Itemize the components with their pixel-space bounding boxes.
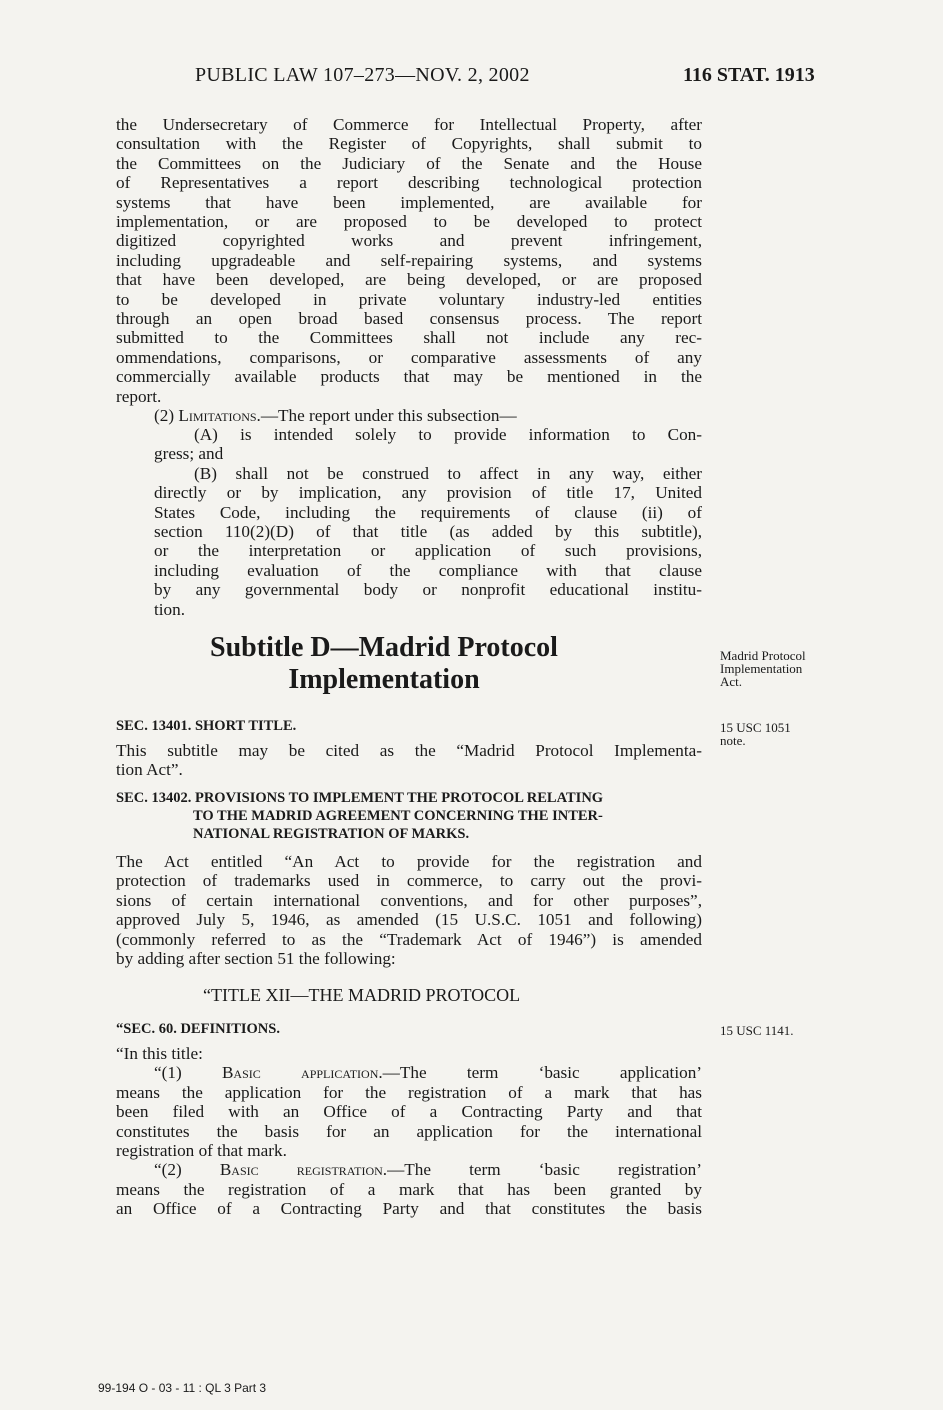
text-line: through an open broad based consensus process. The report (116, 309, 702, 329)
limitations-paragraph (116, 406, 702, 425)
clause-a-line: (A) is intended solely to provide information to Con- (194, 425, 702, 444)
margin-note-act-name (720, 649, 806, 688)
limitations-text: .—The report under this subsection— (256, 406, 517, 426)
clause-a-line: gress; and (154, 444, 224, 464)
section-13401-heading: SEC. 13401. SHORT TITLE. (116, 718, 297, 734)
clause-b-line: (B) shall not be construed to affect in any way, either (194, 463, 702, 483)
text-line: sions of certain international conventions, and for other purposes”, (116, 890, 702, 910)
text-line: implementation, or are proposed to be developed to protect (116, 212, 702, 232)
text-line: This subtitle may be cited as the “Madrid Protocol Implementa- (116, 741, 702, 760)
text-line: approved July 5, 1946, as amended (15 U.S.C. 1051 and following) (116, 910, 702, 930)
subtitle-line: Implementation (288, 664, 480, 695)
text-line: the Committees on the Judiciary of the Senate and the House (116, 153, 702, 173)
text-line: the Undersecretary of Commerce for Intellectual Property, after (116, 115, 702, 134)
section-60-text (116, 1044, 702, 1219)
report-paragraph (116, 115, 702, 426)
text-line: means the application for the registration of a mark that has (116, 1082, 702, 1102)
text-line: been filed with an Office of a Contracting Party and that (116, 1102, 702, 1122)
text-line: an Office of a Contracting Party and that constitutes the basis (116, 1199, 702, 1219)
text-line: The Act entitled “An Act to provide for the registration and (116, 852, 702, 871)
margin-note-usc-1141: 15 USC 1141. (720, 1023, 794, 1038)
definition-term: Basic registration (219, 1160, 383, 1180)
definition-number: “(1) (154, 1063, 222, 1083)
definition-term: Basic application (221, 1063, 379, 1083)
print-job-footer: 99-194 O - 03 - 11 : QL 3 Part 3 (98, 1381, 267, 1395)
limitations-heading: Limitations (178, 406, 257, 426)
title-xii-heading: “TITLE XII—THE MADRID PROTOCOL (203, 985, 521, 1005)
clause-b-line: States Code, including the requirements of clause (ii) of (154, 502, 702, 522)
text-line: ommendations, comparisons, or comparative assessments of any (116, 347, 702, 367)
heading-line: NATIONAL REGISTRATION OF MARKS. (193, 826, 470, 842)
text-line: of Representatives a report describing technological protection (116, 173, 702, 193)
definition-1-first-line (116, 1063, 702, 1082)
text-line: submitted to the Committees shall not include any rec- (116, 328, 702, 348)
margin-note-line: note. (720, 733, 746, 748)
section-13402-heading (116, 789, 603, 843)
clause-b-line: or the interpretation or application of such provisions, (154, 541, 702, 561)
text-line: (commonly referred to as the “Trademark Act of 1946”) is amended (116, 929, 702, 949)
definition-text: .—The term ‘basic application’ (378, 1063, 703, 1083)
clause-b-line: by any governmental body or nonprofit educational institu- (154, 580, 702, 600)
margin-note-line: 15 USC 1051 (720, 720, 791, 735)
text-line: report. (116, 386, 162, 406)
text-line: tion Act”. (116, 760, 183, 780)
text-line: systems that have been implemented, are available for (116, 192, 702, 212)
heading-line: TO THE MADRID AGREEMENT CONCERNING THE INTER- (193, 808, 603, 824)
running-head: PUBLIC LAW 107–273—NOV. 2, 2002 (195, 64, 530, 86)
subtitle-heading (176, 632, 592, 696)
text-line: digitized copyrighted works and prevent infringement, (116, 231, 702, 251)
text-line: including upgradeable and self-repairing systems, and systems (116, 250, 702, 270)
clause-b-line: tion. (154, 599, 186, 619)
statute-page-reference: 116 STAT. 1913 (683, 64, 815, 86)
margin-note-line: Implementation (720, 661, 803, 676)
clause-b-line: including evaluation of the compliance with that clause (154, 560, 702, 580)
text-line: constitutes the basis for an application for the international (116, 1121, 702, 1141)
clause-b-line: section 110(2)(D) of that title (as added by this subtitle), (154, 522, 702, 542)
intro-line: “In this title: (116, 1044, 203, 1063)
text-line: by adding after section 51 the following: (116, 949, 396, 969)
limitation-clauses (154, 425, 702, 619)
text-line: to be developed in private voluntary industry-led entities (116, 289, 702, 309)
text-line: means the registration of a mark that has been granted by (116, 1179, 702, 1199)
margin-note-usc-1051 (720, 721, 791, 747)
text-line: registration of that mark. (116, 1141, 287, 1161)
paragraph-number: (2) (154, 406, 179, 426)
definition-number: “(2) (154, 1160, 220, 1180)
section-60-heading: “SEC. 60. DEFINITIONS. (116, 1021, 280, 1037)
text-line: commercially available products that may be mentioned in the (116, 367, 702, 387)
subtitle-line: Subtitle D—Madrid Protocol (210, 632, 558, 663)
definition-2-first-line (116, 1160, 702, 1179)
heading-line: SEC. 13402. PROVISIONS TO IMPLEMENT THE PROTOCOL RELATING (116, 790, 604, 806)
text-line: consultation with the Register of Copyrights, shall submit to (116, 134, 702, 154)
section-13402-text (116, 852, 702, 968)
definition-text: .—The term ‘basic registration’ (382, 1160, 702, 1180)
text-line: that have been developed, are being developed, or are proposed (116, 270, 702, 290)
margin-note-line: Madrid Protocol (720, 648, 806, 663)
margin-note-line: Act. (720, 674, 743, 689)
text-line: protection of trademarks used in commerce, to carry out the provi- (116, 871, 702, 891)
section-13401-text (116, 741, 702, 780)
clause-b-line: directly or by implication, any provision of title 17, United (154, 483, 702, 503)
